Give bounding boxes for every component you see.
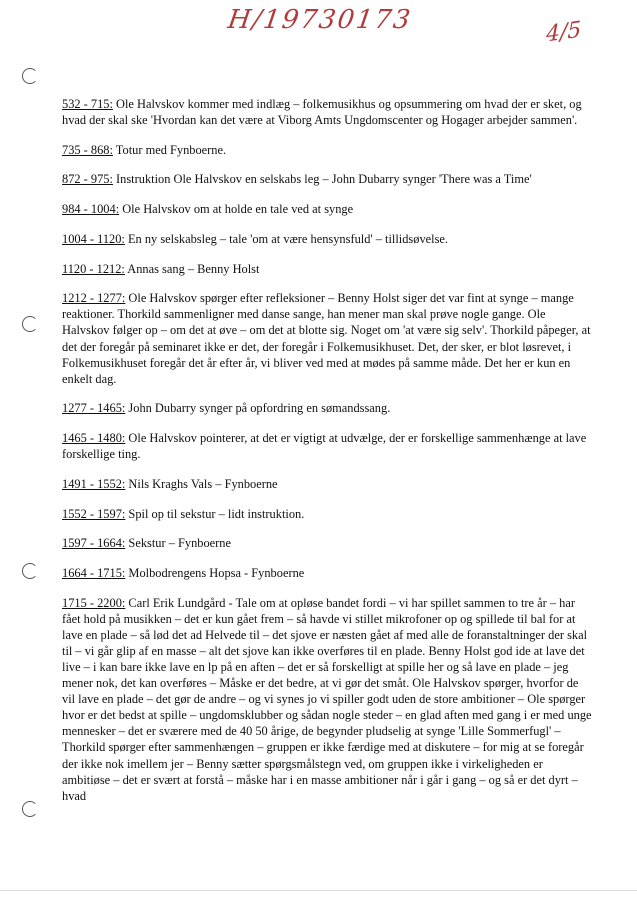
entry-text: Nils Kraghs Vals – Fynboerne bbox=[125, 476, 278, 491]
punch-hole-icon bbox=[22, 563, 38, 579]
transcript-entry bbox=[62, 290, 592, 387]
transcript-entry bbox=[62, 261, 592, 277]
transcript-entry bbox=[62, 476, 592, 492]
entry-timecode: 984 - 1004: bbox=[62, 202, 120, 217]
transcript-entry bbox=[62, 430, 592, 462]
entry-timecode: 1552 - 1597: bbox=[62, 506, 126, 521]
entry-timecode: 1004 - 1120: bbox=[62, 231, 125, 246]
entry-timecode: 1597 - 1664: bbox=[62, 536, 126, 551]
entry-text: Spil op til sekstur – lidt instruktion. bbox=[125, 506, 305, 521]
entry-timecode: 1120 - 1212: bbox=[62, 261, 125, 276]
archive-number: H/19730173 bbox=[225, 5, 414, 35]
entry-text: Ole Halvskov om at holde en tale ved at synge bbox=[119, 202, 354, 217]
transcript-entry bbox=[62, 535, 592, 551]
entry-text: Annas sang – Benny Holst bbox=[124, 261, 260, 276]
entry-timecode: 872 - 975: bbox=[62, 172, 113, 187]
entry-timecode: 1715 - 2200: bbox=[62, 595, 126, 610]
transcript-entry bbox=[62, 201, 592, 217]
entry-timecode: 1212 - 1277: bbox=[62, 291, 126, 306]
entry-timecode: 1664 - 1715: bbox=[62, 565, 126, 580]
entry-timecode: 735 - 868: bbox=[62, 142, 113, 157]
entry-timecode: 532 - 715: bbox=[62, 97, 113, 111]
transcript-entry bbox=[62, 171, 592, 187]
entry-text: Carl Erik Lundgård - Tale om at opløse bandet fordi – vi har spillet sammen to tre år – har fået hold på musikken – det er kun gået frem – så havde vi stillet mikrofoner op og spillede til bal for at lave en plade – så lød det ad Helvede til – det sjove er næsten gået af med alle de foranstaltninger der skal til – vi går glip af en masse – alt det sjove kan ikke overføres til en plade. Benny Holst god ide at lave det live – i kan bare ikke lave en lp på en aften – det er så forskelligt at spille her og så lave en plade – jeg mener nok, det kan overføres – Måske er det bedre, at vi gør det småt. Ole Halvskov spørger, hvorfor de vil lave en plade – det gør de andre – og vi synes jo vi spiller godt uden de store ambitioner – Ole spørger hvor er det bedst at spille – ungdomsklubber og sådan nogle steder – en glad aften med gang i er med unge mennesker – det er sværere med de 40 50 årige, de begynder pludselig at synge 'Lille Sommerfugl' – Thorkild spørger efter sammenhængen – gruppen er ikke færdige med at diskutere – for mig at se foregår der ikke nok imellem jer – Benny sætter spørgsmålstegn ved, om gruppen ikke i virkeligheden er ambitiøse – det er svært at forstå – måske har i en masse ambitioner når i går i gang – og så er det dyrt – hvad bbox=[62, 595, 592, 803]
entry-text: Instruktion Ole Halvskov en selskabs leg – John Dubarry synger 'There was a Time' bbox=[112, 172, 532, 187]
entry-timecode: 1277 - 1465: bbox=[62, 401, 126, 416]
punch-hole-icon bbox=[22, 801, 38, 817]
transcript-body bbox=[62, 96, 592, 817]
entry-text: Totur med Fynboerne. bbox=[112, 142, 227, 157]
entry-timecode: 1491 - 1552: bbox=[62, 476, 126, 491]
transcript-entry bbox=[62, 400, 592, 416]
entry-timecode: 1465 - 1480: bbox=[62, 431, 126, 446]
punch-hole-icon bbox=[22, 316, 38, 332]
entry-text: Molbodrengens Hopsa - Fynboerne bbox=[125, 565, 305, 580]
entry-text: Ole Halvskov pointerer, at det er vigtigt at udvælge, der er forskellige sammenhænge at lave forskellige ting. bbox=[62, 431, 587, 462]
page-bottom-edge bbox=[0, 890, 637, 891]
transcript-entry bbox=[62, 142, 592, 158]
entry-text: Ole Halvskov kommer med indlæg – folkemusikhus og opsummering om hvad der er sket, og hvad der skal ske 'Hvordan kan det være at Viborg Amts Ungdomscenter og Hogager arbejder sammen'. bbox=[62, 97, 582, 128]
entry-text: John Dubarry synger på opfordring en sømandssang. bbox=[125, 401, 391, 416]
entry-text: Sekstur – Fynboerne bbox=[125, 536, 231, 551]
entry-text: En ny selskabsleg – tale 'om at være hensynsfuld' – tillidsøvelse. bbox=[124, 231, 449, 246]
punch-hole-icon bbox=[22, 68, 38, 84]
transcript-entry bbox=[62, 506, 592, 522]
transcript-entry bbox=[62, 96, 592, 128]
transcript-entry bbox=[62, 231, 592, 247]
page-marker: 4/5 bbox=[546, 17, 582, 48]
transcript-entry bbox=[62, 595, 592, 804]
entry-text: Ole Halvskov spørger efter refleksioner – Benny Holst siger det var fint at synge – mange reaktioner. Thorkild sammenligner med danse sange, han mener man skal prøve nogle gange. Ole Halvskov følger op – om det at øve – om det at blotte sig. Noget om 'at være sig selv'. Thorkild påpeger, at det der foregår på seminaret ikke er det, der foregår i Folkemusikhuset. Det, der sker, er blot løsrevet, i Folkemusikhuset foregår det år efter år, vi bliver ved med at mødes på samme måde. Det her er kun en enkelt dag. bbox=[62, 291, 591, 386]
transcript-entry bbox=[62, 565, 592, 581]
